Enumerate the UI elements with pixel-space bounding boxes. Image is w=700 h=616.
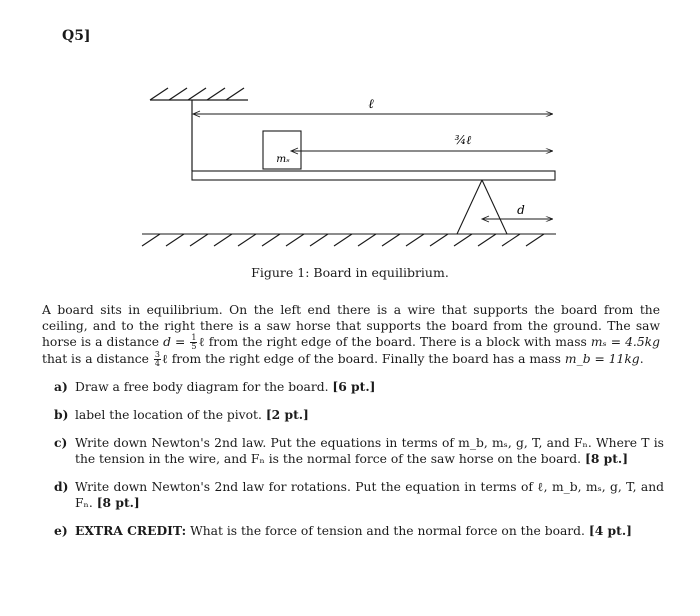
board <box>192 171 555 180</box>
label-ms: mₛ <box>276 153 290 165</box>
part-c: c) Write down Newton's 2nd law. Put the equations in terms of m_b, mₛ, g, T, and Fₙ. Where T is the tension in the wire, and Fₙ is the normal force of the saw horse on the board. [8 pt.] <box>54 435 664 466</box>
ceiling-hatch <box>150 88 248 100</box>
part-e: e) EXTRA CREDIT: What is the force of tension and the normal force on the board. [4 pt.] <box>54 523 632 538</box>
part-a: a) Draw a free body diagram for the board. [6 pt.] <box>54 379 376 394</box>
label-34l: ¾ℓ <box>454 133 472 147</box>
saw-horse <box>457 180 507 234</box>
part-b: b) label the location of the pivot. [2 pt.] <box>54 407 309 422</box>
figure-caption: Figure 1: Board in equilibrium. <box>251 265 449 280</box>
question-parts <box>54 379 664 551</box>
fraction-three-quarters: $\frac{3}{4}$ <box>154 350 160 368</box>
fraction-one-fifth: $\frac{1}{5}$ <box>191 333 197 351</box>
label-l: ℓ <box>368 97 374 112</box>
part-d: d) Write down Newton's 2nd law for rotations. Put the equation in terms of ℓ, m_b, mₛ, g, T, and Fₙ. [8 pt.] <box>54 479 664 510</box>
question-label: Q5] <box>62 28 91 44</box>
label-d: d <box>517 203 525 217</box>
problem-statement: A board sits in equilibrium. On the left end there is a wire that supports the board from the ceiling, and to the right there is a saw horse that supports the board from the ground. The saw horse is a distance d = $\frac{1}{5}$ ℓ from the right edge of the board. There is a block with mass mₛ = 4.5kg that is a distance $\frac{3}{4}$ ℓ from the right edge of the board. Finally the board has a mass m_b = 11kg. <box>42 303 660 368</box>
board-diagram <box>0 0 700 262</box>
ground-hatch <box>142 234 556 246</box>
